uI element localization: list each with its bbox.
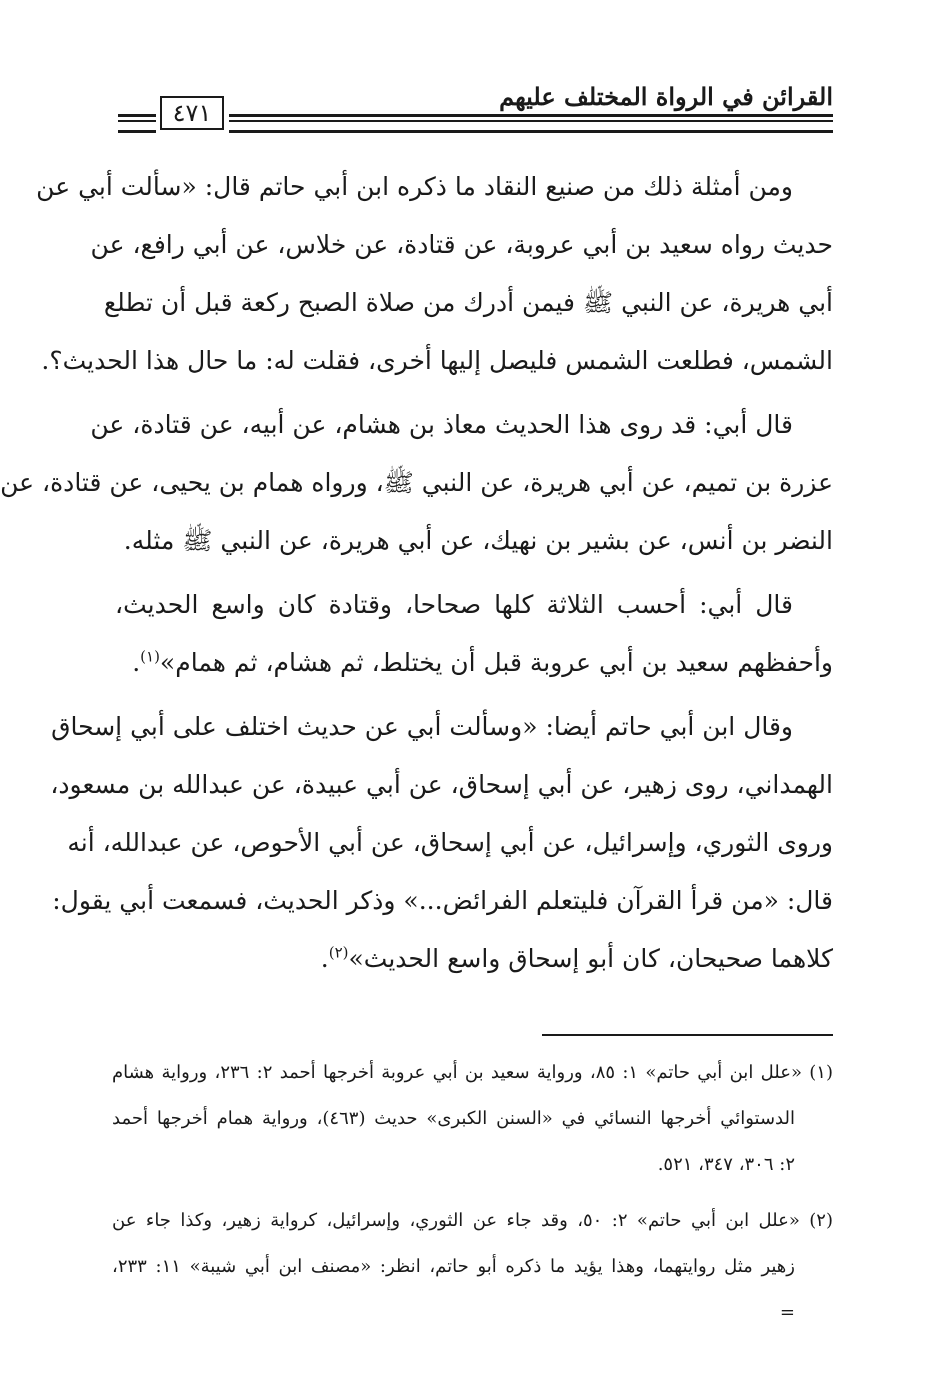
running-header-title: القرائن في الرواة المختلف عليهم xyxy=(499,82,833,111)
text-line: عزرة بن تميم، عن أبي هريرة، عن النبي ﷺ، ورواه همام بن يحيى، عن قتادة، عن xyxy=(0,468,833,497)
text-line: النضر بن أنس، عن بشير بن نهيك، عن أبي هريرة، عن النبي ﷺ مثله. xyxy=(123,526,833,555)
text-line: وروى الثوري، وإسرائيل، عن أبي إسحاق، عن أبي الأحوص، عن عبدالله، أنه xyxy=(67,828,833,857)
paragraph xyxy=(50,698,833,988)
text-line: الشمس، فطلعت الشمس فليصل إليها أخرى، فقلت له: ما حال هذا الحديث؟. xyxy=(41,346,833,375)
footnote-line: الدستوائي أخرجها النسائي في «السنن الكبرى» حديث (٤٦٣)، ورواية همام أخرجها أحمد xyxy=(112,1108,795,1129)
paragraph xyxy=(36,158,833,390)
paragraph xyxy=(0,396,833,570)
end-mark: . xyxy=(320,944,329,973)
text-line: ومن أمثلة ذلك من صنيع النقاد ما ذكره ابن أبي حاتم قال: «سألت أبي عن xyxy=(36,172,793,201)
page-number: ٤٧١ xyxy=(160,96,224,130)
text-line xyxy=(115,634,833,692)
footnote-line: (٢) «علل ابن أبي حاتم» ٢: ٥٠، وقد جاء عن الثوري، وإسرائيل، كرواية زهير، وكذا جاء عن xyxy=(112,1210,833,1231)
text-line: قال أبي: قد روى هذا الحديث معاذ بن هشام، عن أبيه، عن قتادة، عن xyxy=(90,410,793,439)
footnote xyxy=(112,1198,833,1336)
text-line: وقال ابن أبي حاتم أيضا: «وسألت أبي عن حديث اختلف على أبي إسحاق xyxy=(51,712,793,741)
text-line: أبي هريرة، عن النبي ﷺ فيمن أدرك من صلاة الصبح ركعة قبل أن تطلع xyxy=(103,288,833,317)
end-mark: . xyxy=(132,648,141,677)
footnotes xyxy=(112,1050,833,1346)
footnote xyxy=(112,1050,833,1188)
text-line: قال: «من قرأ القرآن فليتعلم الفرائض...» وذكر الحديث، فسمعت أبي يقول: xyxy=(52,886,833,915)
text-line: حديث رواه سعيد بن أبي عروبة، عن قتادة، عن خلاس، عن أبي رافع، عن xyxy=(90,230,833,259)
footnote-line: (١) «علل ابن أبي حاتم» ١: ٨٥، ورواية سعيد بن أبي عروبة أخرجها أحمد ٢: ٢٣٦، ورواية هشام xyxy=(112,1062,833,1083)
footnote-ref: (٢) xyxy=(328,943,349,962)
header-rule-left xyxy=(118,114,156,133)
footnote-continuation-mark: = xyxy=(779,1302,795,1323)
footnote-separator xyxy=(542,1034,833,1036)
footnote-ref: (١) xyxy=(140,647,160,666)
header-rule-right xyxy=(229,114,833,133)
text-line xyxy=(115,930,833,988)
paragraph xyxy=(115,576,833,692)
text-line: قال أبي: أحسب الثلاثة كلها صحاحا، وقتادة كان واسع الحديث، xyxy=(115,590,793,619)
text-line: الهمداني، روى زهير، عن أبي إسحاق، عن أبي عبيدة، عن عبدالله بن مسعود، xyxy=(50,770,833,799)
footnote-line: زهير مثل روايتهما، وهذا يؤيد ما ذكره أبو حاتم، انظر: «مصنف ابن أبي شيبة» ١١: ٢٣٣، xyxy=(112,1256,795,1277)
body-text xyxy=(0,158,833,994)
footnote-line: ٢: ٣٠٦، ٣٤٧، ٥٢١. xyxy=(657,1154,795,1175)
text-line-content: كلاهما صحيحان، كان أبو إسحاق واسع الحديث» xyxy=(348,944,833,973)
text-line-content: وأحفظهم سعيد بن أبي عروبة قبل أن يختلط، ثم هشام، ثم همام» xyxy=(159,648,833,677)
